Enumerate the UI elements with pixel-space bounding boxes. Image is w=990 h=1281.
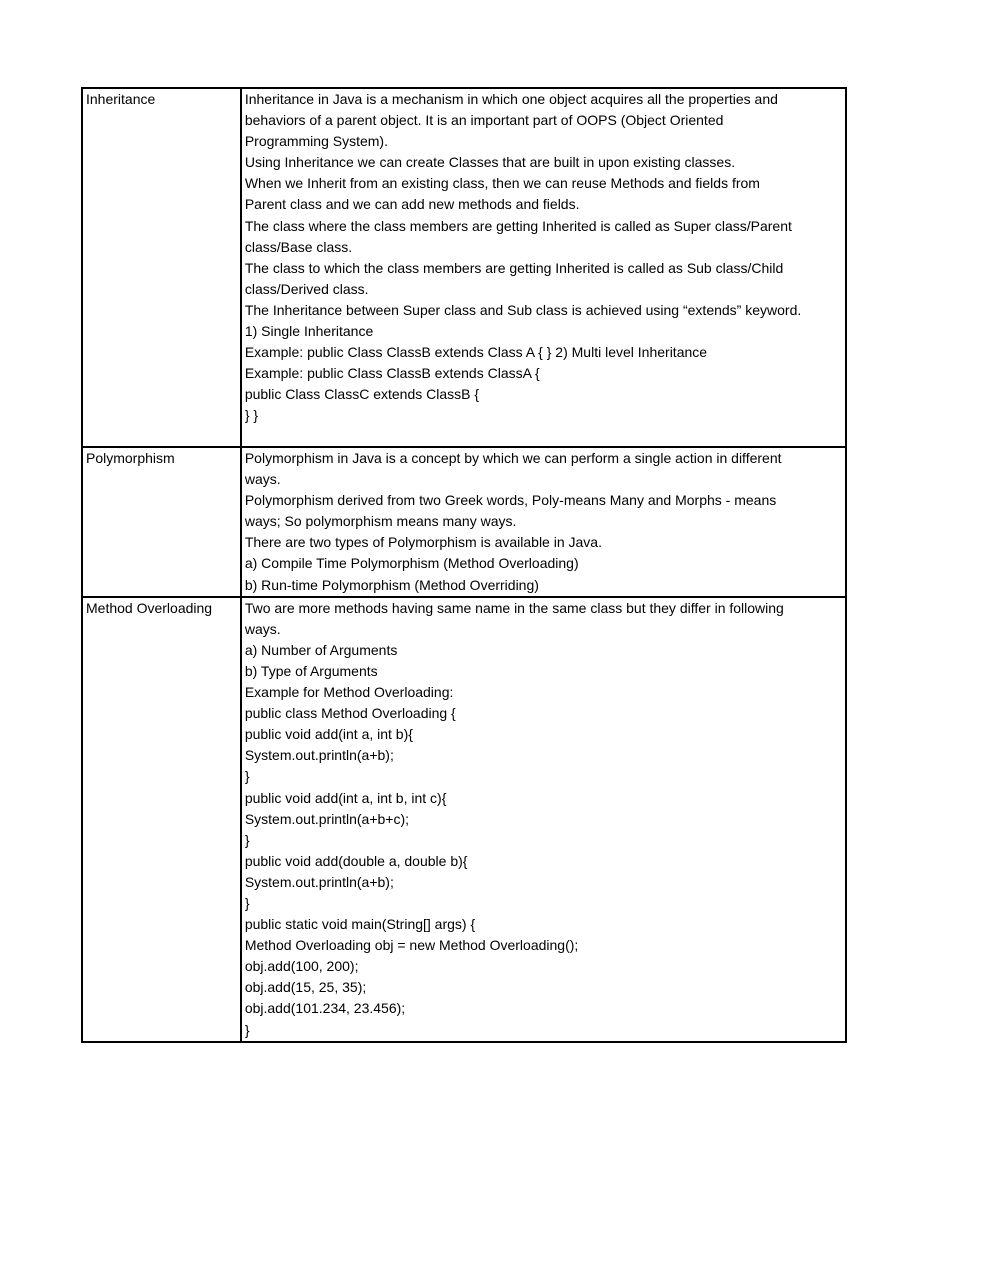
description-line: There are two types of Polymorphism is available in Java. xyxy=(244,534,602,551)
description-line: public void add(int a, int b, int c){ xyxy=(244,789,447,806)
description-line: class/Base class. xyxy=(244,238,353,255)
table-row xyxy=(82,88,846,447)
description-line: public class Method Overloading { xyxy=(244,705,456,722)
description-line: a) Number of Arguments xyxy=(244,641,398,658)
description-line: } xyxy=(244,1021,250,1038)
description-line: } xyxy=(244,831,250,848)
description-cell xyxy=(241,597,846,1042)
description-line: a) Compile Time Polymorphism (Method Overloading) xyxy=(244,555,579,572)
description-line: 1) Single Inheritance xyxy=(244,323,374,340)
description-line: System.out.println(a+b); xyxy=(244,873,394,890)
description-line: b) Type of Arguments xyxy=(244,662,378,679)
description-line: class/Derived class. xyxy=(244,280,369,297)
description-line: Example for Method Overloading: xyxy=(244,684,454,701)
description-line: Inheritance in Java is a mechanism in which one object acquires all the properties and xyxy=(244,91,778,107)
description-line: obj.add(15, 25, 35); xyxy=(244,979,367,996)
concepts-table xyxy=(81,87,847,1043)
description-line: public static void main(String[] args) { xyxy=(244,916,476,933)
description-line: behaviors of a parent object. It is an important part of OOPS (Object Oriented xyxy=(244,112,724,129)
description-line: public Class ClassC extends ClassB { xyxy=(244,386,480,403)
term-cell: Inheritance xyxy=(82,88,241,447)
description-line: Using Inheritance we can create Classes that are built in upon existing classes. xyxy=(244,154,736,171)
description-line: public void add(int a, int b){ xyxy=(244,726,413,743)
description-line: The class where the class members are getting Inherited is called as Super class/Parent xyxy=(244,217,792,234)
description-line: Method Overloading obj = new Method Overloading(); xyxy=(244,937,579,954)
description-cell xyxy=(241,88,846,447)
description-cell xyxy=(241,447,846,597)
term-cell: Polymorphism xyxy=(82,447,241,597)
description-line: The class to which the class members are getting Inherited is called as Sub class/Child xyxy=(244,259,784,276)
description-line: } xyxy=(244,768,250,785)
description-line: The Inheritance between Super class and Sub class is achieved using “extends” keyword. xyxy=(244,301,802,318)
table-row xyxy=(82,597,846,1042)
term-cell: Method Overloading xyxy=(82,597,241,1042)
description-line: Programming System). xyxy=(244,133,388,150)
description-line: } xyxy=(244,894,250,911)
description-line: Two are more methods having same name in the same class but they differ in following xyxy=(244,599,784,616)
description-line: obj.add(101.234, 23.456); xyxy=(244,1000,406,1017)
table-row xyxy=(82,447,846,597)
description-line: Example: public Class ClassB extends Class A { } 2) Multi level Inheritance xyxy=(244,344,708,361)
description-line: b) Run-time Polymorphism (Method Overriding) xyxy=(244,576,539,593)
description-line: System.out.println(a+b+c); xyxy=(244,810,410,827)
description-line: ways; So polymorphism means many ways. xyxy=(244,513,517,530)
description-line: Polymorphism derived from two Greek words, Poly-means Many and Morphs - means xyxy=(244,492,777,509)
description-line: } } xyxy=(244,407,259,424)
description-line: ways. xyxy=(244,471,281,488)
description-line: Parent class and we can add new methods and fields. xyxy=(244,196,580,213)
description-line: Polymorphism in Java is a concept by which we can perform a single action in different xyxy=(244,450,782,466)
description-line: obj.add(100, 200); xyxy=(244,958,359,975)
description-line: Example: public Class ClassB extends ClassA { xyxy=(244,365,540,382)
description-line: ways. xyxy=(244,620,281,637)
description-line: public void add(double a, double b){ xyxy=(244,852,468,869)
description-line: When we Inherit from an existing class, then we can reuse Methods and fields from xyxy=(244,175,760,192)
description-line: System.out.println(a+b); xyxy=(244,747,394,764)
